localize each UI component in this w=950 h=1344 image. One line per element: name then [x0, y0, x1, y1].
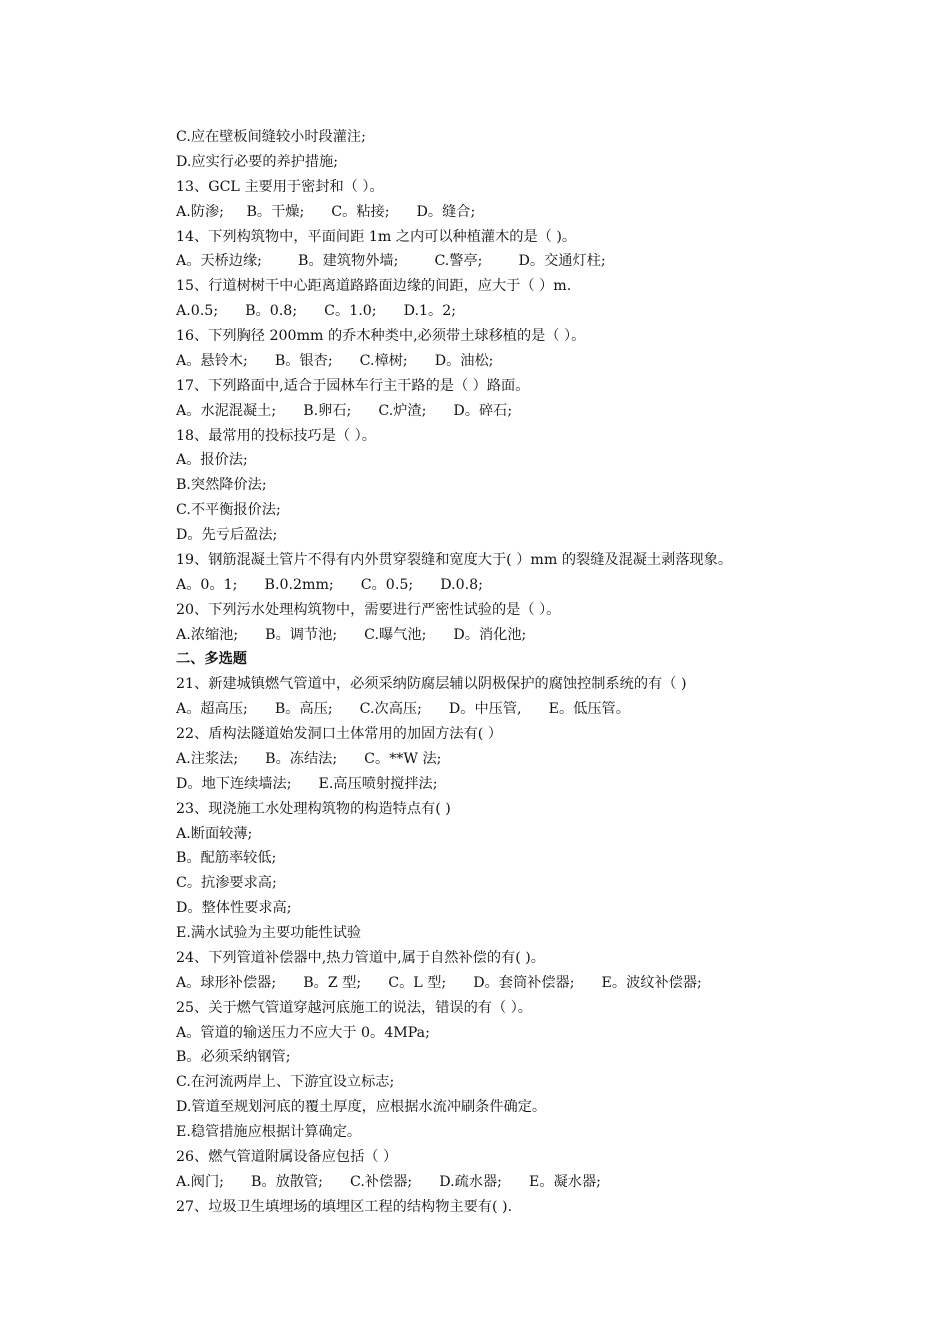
option-line: B.突然降价法; — [176, 477, 267, 494]
option-line: A。球形补偿器; B。Z 型; C。L 型; D。套筒补偿器; E。波纹补偿器; — [176, 974, 702, 991]
question-line: 17、下列路面中,适合于园林车行主干路的是（ ）路面。 — [176, 377, 530, 394]
option-line: A.阀门; B。放散管; C.补偿器; D.疏水器; E。凝水器; — [176, 1173, 601, 1190]
option-line: D。地下连续墙法; E.高压喷射搅拌法; — [176, 775, 438, 792]
option-line: D.应实行必要的养护措施; — [176, 153, 339, 170]
question-line: 14、下列构筑物中，平面间距 1m 之内可以种植灌木的是（ )。 — [176, 228, 577, 245]
option-line: A。超高压; B。高压; C.次高压; D。中压管, E。低压管。 — [176, 701, 630, 718]
option-line: A.0.5; B。0.8; C。1.0; D.1。2; — [176, 303, 457, 320]
option-line: A。管道的输送压力不应大于 0。4MPa; — [176, 1024, 430, 1041]
question-line: 19、钢筋混凝土管片不得有内外贯穿裂缝和宽度大于( ）mm 的裂缝及混凝土剥落现象。 — [176, 551, 733, 568]
option-line: A.防渗; B。干燥; C。粘接; D。缝合; — [176, 203, 476, 220]
question-line: 15、行道树树干中心距离道路路面边缘的间距，应大于（ ）m. — [176, 278, 572, 295]
option-line: A。报价法; — [176, 452, 248, 469]
option-line: C.应在壁板间缝较小时段灌注; — [176, 129, 366, 145]
option-line: D。先亏后盈法; — [176, 527, 278, 543]
question-line: 16、下列胸径 200mm 的乔木种类中,必须带土球移植的是（ ）。 — [176, 328, 586, 344]
option-line: D。整体性要求高; — [176, 900, 292, 917]
question-line: 22、盾构法隧道始发洞口土体常用的加固方法有( ） — [176, 726, 503, 742]
option-line: A。水泥混凝土; B.卵石; C.炉渣; D。碎石; — [176, 402, 513, 419]
option-line: C.不平衡报价法; — [176, 502, 281, 519]
option-line: A。天桥边缘; B。建筑物外墙; C.警亭; D。交通灯柱; — [176, 253, 606, 270]
question-line: 13、GCL 主要用于密封和（ ）。 — [176, 178, 384, 195]
option-line: C。抗渗要求高; — [176, 875, 277, 892]
option-line: A.注浆法; B。冻结法; C。**W 法; — [176, 750, 442, 767]
question-line: 24、下列管道补偿器中,热力管道中,属于自然补偿的有( )。 — [176, 949, 545, 966]
option-line: A.断面较薄; — [176, 825, 253, 842]
option-line: E.满水试验为主要功能性试验 — [176, 925, 362, 941]
question-line: 18、最常用的投标技巧是（ ）。 — [176, 427, 376, 444]
option-line: C.在河流两岸上、下游宜设立标志; — [176, 1074, 395, 1091]
question-line: 26、燃气管道附属设备应包括（ ） — [176, 1148, 398, 1165]
option-line: B。配筋率较低; — [176, 850, 277, 867]
option-line: A.浓缩池; B。调节池; C.曝气池; D。消化池; — [176, 626, 527, 643]
option-line: E.稳管措施应根据计算确定。 — [176, 1124, 362, 1140]
question-line: 23、现浇施工水处理构筑物的构造特点有( ) — [176, 800, 451, 817]
question-line: 27、垃圾卫生填埋场的填埋区工程的结构物主要有( ). — [176, 1198, 513, 1215]
option-line: B。必须采纳钢管; — [176, 1049, 291, 1066]
question-line: 25、关于燃气管道穿越河底施工的说法，错误的有（ ）。 — [176, 999, 532, 1016]
document-page — [176, 125, 876, 1220]
option-line: A。0。1; B.0.2mm; C。0.5; D.0.8; — [176, 576, 483, 593]
question-line: 21、新建城镇燃气管道中，必须采纳防腐层辅以阴极保护的腐蚀控制系统的有（ ) — [176, 676, 687, 693]
section-heading: 二、多选题 — [176, 651, 247, 668]
option-line: D.管道至规划河底的覆土厚度，应根据水流冲刷条件确定。 — [176, 1099, 547, 1116]
option-line: A。悬铃木; B。银杏; C.樟树; D。油松; — [176, 352, 494, 369]
question-line: 20、下列污水处理构筑物中，需要进行严密性试验的是（ ）。 — [176, 601, 561, 618]
